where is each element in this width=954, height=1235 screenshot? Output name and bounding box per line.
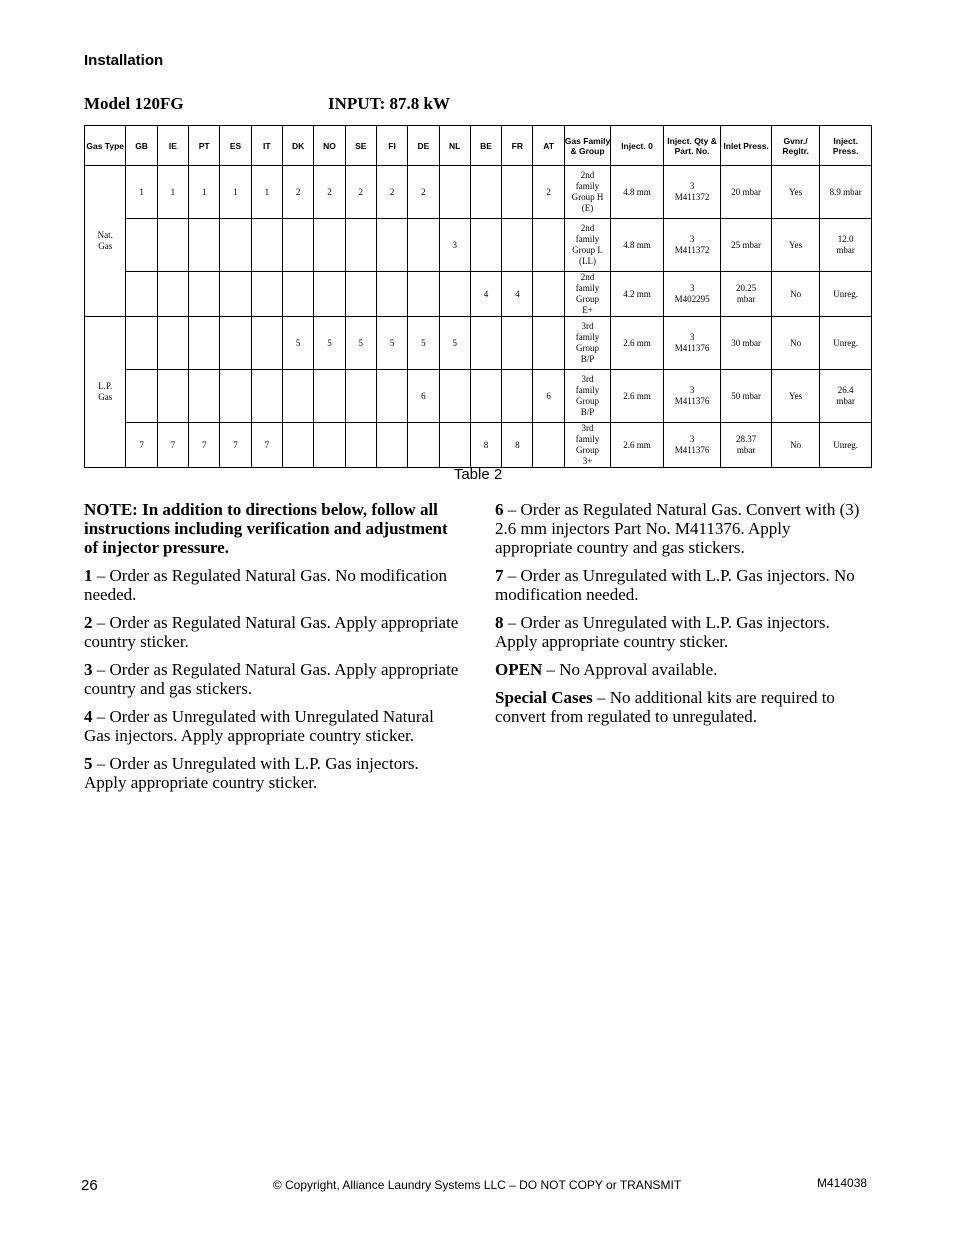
country-cell	[314, 423, 345, 468]
country-cell: 7	[157, 423, 188, 468]
country-cell: 8	[502, 423, 533, 468]
table-row	[85, 272, 872, 317]
gas-family-cell: 3rd family Group B/P	[564, 317, 610, 370]
country-cell: 2	[376, 166, 407, 219]
country-cell: 5	[376, 317, 407, 370]
table-row	[85, 219, 872, 272]
injector-qty-part-cell	[663, 272, 721, 317]
table-row	[85, 423, 872, 468]
page-number: 26	[81, 1177, 98, 1194]
header-cell: ES	[220, 126, 251, 166]
header-cell: DE	[408, 126, 439, 166]
inlet-pressure-cell: 50 mbar	[721, 370, 772, 423]
header-cell: Inject. Qty & Part. No.	[663, 126, 721, 166]
country-cell	[439, 272, 470, 317]
country-cell: 7	[126, 423, 157, 468]
notes-right-column	[495, 500, 865, 735]
country-cell: 5	[345, 317, 376, 370]
note-item	[495, 500, 865, 557]
country-cell	[502, 219, 533, 272]
note-text: – Order as Regulated Natural Gas. Convert with (3) 2.6 mm injectors Part No. M411376. Apply appropriate country and gas stickers.	[495, 500, 860, 557]
country-cell: 5	[314, 317, 345, 370]
note-key: Special Cases	[495, 688, 593, 707]
country-cell	[314, 272, 345, 317]
inlet-pressure-cell: 20.25 mbar	[721, 272, 772, 317]
country-cell	[439, 423, 470, 468]
country-cell	[408, 219, 439, 272]
country-cell: 6	[533, 370, 564, 423]
header-cell: GB	[126, 126, 157, 166]
note-key: 8	[495, 613, 504, 632]
country-cell	[376, 219, 407, 272]
country-cell	[251, 317, 282, 370]
injector-pressure-cell: 8.9 mbar	[820, 166, 872, 219]
country-cell	[282, 423, 313, 468]
copyright-notice: © Copyright, Alliance Laundry Systems LLC – DO NOT COPY or TRANSMIT	[272, 1178, 682, 1192]
header-cell: IT	[251, 126, 282, 166]
note-key: 7	[495, 566, 504, 585]
note-text: – No Approval available.	[542, 660, 718, 679]
inlet-pressure-cell: 25 mbar	[721, 219, 772, 272]
injector-size-cell: 2.6 mm	[611, 317, 664, 370]
country-cell: 1	[251, 166, 282, 219]
note-text: – Order as Regulated Natural Gas. No modification needed.	[84, 566, 448, 604]
injector-size-cell: 4.2 mm	[611, 272, 664, 317]
country-cell: 2	[314, 166, 345, 219]
gas-family-cell: 3rd family Group 3+	[564, 423, 610, 468]
header-cell: AT	[533, 126, 564, 166]
governor-cell: Yes	[771, 219, 819, 272]
injector-qty-part-cell	[663, 370, 721, 423]
note-item	[84, 613, 459, 651]
country-cell	[314, 370, 345, 423]
country-cell	[533, 272, 564, 317]
country-cell	[220, 317, 251, 370]
header-cell: IE	[157, 126, 188, 166]
country-cell	[220, 272, 251, 317]
country-cell: 2	[408, 166, 439, 219]
header-cell: Inlet Press.	[721, 126, 772, 166]
note-text: – Order as Regulated Natural Gas. Apply appropriate country and gas stickers.	[84, 660, 459, 698]
country-cell	[126, 370, 157, 423]
country-cell: 3	[439, 219, 470, 272]
header-cell: NL	[439, 126, 470, 166]
country-cell: 5	[282, 317, 313, 370]
note-key: 5	[84, 754, 93, 773]
gas-type-cell: L.P. Gas	[85, 317, 126, 468]
country-cell	[126, 272, 157, 317]
country-cell: 5	[408, 317, 439, 370]
country-cell: 4	[470, 272, 501, 317]
country-cell	[189, 219, 220, 272]
country-cell	[345, 219, 376, 272]
header-cell: Inject. 0	[611, 126, 664, 166]
input-label: INPUT: 87.8 kW	[328, 94, 450, 113]
country-cell: 2	[345, 166, 376, 219]
country-cell	[470, 317, 501, 370]
country-cell: 7	[220, 423, 251, 468]
country-cell	[502, 370, 533, 423]
country-cell	[282, 370, 313, 423]
country-cell	[157, 370, 188, 423]
injector-part-number: M411372	[674, 245, 710, 255]
country-cell	[251, 272, 282, 317]
note-text: – Order as Unregulated with L.P. Gas injectors. Apply appropriate country sticker.	[495, 613, 830, 651]
note-item	[495, 566, 865, 604]
gas-table	[84, 125, 872, 468]
injector-part-number: M402295	[674, 294, 710, 304]
note-item	[84, 566, 459, 604]
country-cell: 8	[470, 423, 501, 468]
country-cell: 2	[282, 166, 313, 219]
gas-family-cell: 2nd family Group E+	[564, 272, 610, 317]
note-item	[495, 688, 865, 726]
governor-cell: No	[771, 423, 819, 468]
country-cell	[533, 423, 564, 468]
note-key: 6	[495, 500, 504, 519]
injector-pressure-cell: Unreg.	[820, 423, 872, 468]
country-cell	[376, 272, 407, 317]
note-item	[495, 613, 865, 651]
header-cell: Gvnr./ Regltr.	[771, 126, 819, 166]
inlet-pressure-cell: 30 mbar	[721, 317, 772, 370]
injector-qty: 3	[689, 434, 695, 444]
country-cell	[220, 219, 251, 272]
country-cell	[345, 423, 376, 468]
country-cell: 2	[533, 166, 564, 219]
country-cell	[376, 370, 407, 423]
country-cell	[345, 370, 376, 423]
gas-family-cell: 3rd family Group B/P	[564, 370, 610, 423]
injector-qty: 3	[689, 234, 695, 244]
header-cell: FI	[376, 126, 407, 166]
country-cell	[282, 219, 313, 272]
country-cell	[220, 370, 251, 423]
note-text: – No additional kits are required to convert from regulated to unregulated.	[495, 688, 835, 726]
country-cell	[439, 166, 470, 219]
injector-pressure-cell: 12.0 mbar	[820, 219, 872, 272]
injector-pressure-cell: Unreg.	[820, 272, 872, 317]
country-cell	[189, 317, 220, 370]
country-cell	[408, 423, 439, 468]
country-cell: 1	[157, 166, 188, 219]
injector-qty: 3	[689, 283, 695, 293]
note-key: 1	[84, 566, 93, 585]
note-item	[495, 660, 865, 679]
country-cell: 1	[126, 166, 157, 219]
header-cell: Inject. Press.	[820, 126, 872, 166]
note-intro: NOTE: In addition to directions below, follow all instructions including verification and adjustment of injector pressure.	[84, 500, 448, 557]
gas-type-cell: Nat. Gas	[85, 166, 126, 317]
note-item	[84, 660, 459, 698]
injector-size-cell: 4.8 mm	[611, 166, 664, 219]
note-item	[84, 754, 459, 792]
injector-pressure-cell: 26.4 mbar	[820, 370, 872, 423]
country-cell	[345, 272, 376, 317]
note-text: – Order as Unregulated with Unregulated Natural Gas injectors. Apply appropriate country sticker.	[84, 707, 434, 745]
table-caption: Table 2	[453, 466, 503, 483]
gas-family-cell: 2nd family Group L (LL)	[564, 219, 610, 272]
injector-qty-part-cell	[663, 317, 721, 370]
country-cell	[439, 370, 470, 423]
governor-cell: No	[771, 272, 819, 317]
country-cell	[470, 166, 501, 219]
injector-part-number: M411372	[674, 192, 710, 202]
table-header-row	[85, 126, 872, 166]
injector-size-cell: 2.6 mm	[611, 423, 664, 468]
injector-qty-part-cell	[663, 219, 721, 272]
table-row	[85, 370, 872, 423]
country-cell	[126, 219, 157, 272]
country-cell: 7	[251, 423, 282, 468]
country-cell	[533, 219, 564, 272]
inlet-pressure-cell: 20 mbar	[721, 166, 772, 219]
header-cell: FR	[502, 126, 533, 166]
country-cell	[157, 219, 188, 272]
table-row	[85, 166, 872, 219]
header-cell: DK	[282, 126, 313, 166]
country-cell	[376, 423, 407, 468]
note-text: – Order as Unregulated with L.P. Gas injectors. No modification needed.	[495, 566, 855, 604]
country-cell: 7	[189, 423, 220, 468]
country-cell	[533, 317, 564, 370]
note-key: 3	[84, 660, 93, 679]
country-cell	[157, 317, 188, 370]
header-cell: BE	[470, 126, 501, 166]
country-cell: 1	[189, 166, 220, 219]
injector-qty-part-cell	[663, 166, 721, 219]
injector-part-number: M411376	[674, 343, 710, 353]
country-cell	[502, 166, 533, 219]
header-cell: Gas Type	[85, 126, 126, 166]
document-number: M414038	[817, 1176, 868, 1190]
country-cell: 5	[439, 317, 470, 370]
injector-size-cell: 2.6 mm	[611, 370, 664, 423]
gas-family-cell: 2nd family Group H (E)	[564, 166, 610, 219]
country-cell: 1	[220, 166, 251, 219]
country-cell	[189, 272, 220, 317]
injector-part-number: M411376	[674, 396, 710, 406]
notes-left-column	[84, 500, 459, 801]
country-cell	[470, 219, 501, 272]
injector-qty-part-cell	[663, 423, 721, 468]
country-cell	[126, 317, 157, 370]
injector-qty: 3	[689, 181, 695, 191]
governor-cell: Yes	[771, 166, 819, 219]
header-cell: SE	[345, 126, 376, 166]
governor-cell: Yes	[771, 370, 819, 423]
note-text: – Order as Unregulated with L.P. Gas injectors. Apply appropriate country sticker.	[84, 754, 419, 792]
header-cell: PT	[189, 126, 220, 166]
injector-size-cell: 4.8 mm	[611, 219, 664, 272]
country-cell	[314, 219, 345, 272]
injector-part-number: M411376	[674, 445, 710, 455]
country-cell	[282, 272, 313, 317]
governor-cell: No	[771, 317, 819, 370]
country-cell	[251, 219, 282, 272]
country-cell: 6	[408, 370, 439, 423]
note-key: OPEN	[495, 660, 543, 679]
country-cell	[251, 370, 282, 423]
note-key: 4	[84, 707, 93, 726]
country-cell	[408, 272, 439, 317]
note-key: 2	[84, 613, 93, 632]
header-cell: NO	[314, 126, 345, 166]
note-text: – Order as Regulated Natural Gas. Apply appropriate country sticker.	[84, 613, 459, 651]
country-cell	[470, 370, 501, 423]
section-title: Installation	[84, 52, 164, 69]
model-label: Model 120FG	[84, 94, 184, 113]
injector-pressure-cell: Unreg.	[820, 317, 872, 370]
country-cell	[157, 272, 188, 317]
table-row	[85, 317, 872, 370]
header-cell: Gas Family & Group	[564, 126, 610, 166]
country-cell	[189, 370, 220, 423]
country-cell: 4	[502, 272, 533, 317]
note-item	[84, 707, 459, 745]
inlet-pressure-cell: 28.37 mbar	[721, 423, 772, 468]
injector-qty: 3	[689, 385, 695, 395]
injector-qty: 3	[689, 332, 695, 342]
country-cell	[502, 317, 533, 370]
